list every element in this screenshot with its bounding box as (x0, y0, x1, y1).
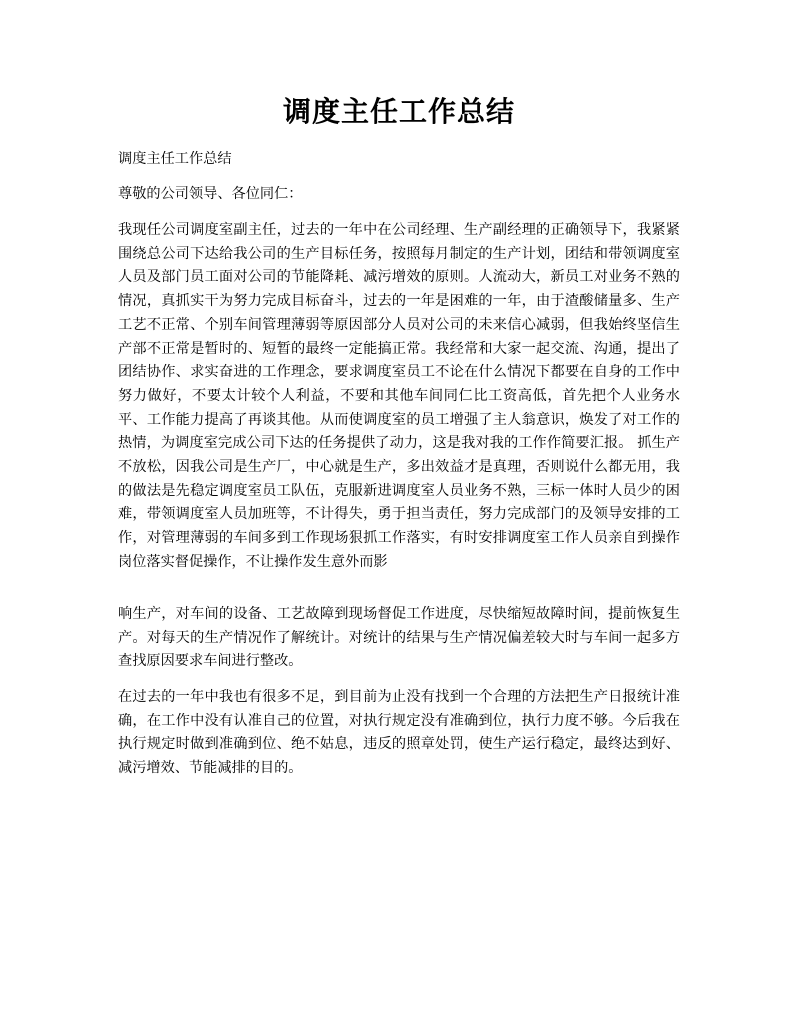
document-title: 调度主任工作总结 (282, 95, 515, 128)
body-paragraph: 在过去的一年中我也有很多不足，到目前为止没有找到一个合理的方法把生产日报统计准确，在工作中没有认准自己的位置，对执行规定没有准确到位，执行力度不够。今后我在执行规定时做到准确到位、绝不姑息，违反的照章处罚，使生产运行稳定，最终达到好、减污增效、节能减排的目的。 (118, 689, 680, 777)
body-paragraph: 响生产，对车间的设备、工艺故障到现场督促工作进度，尽快缩短故障时间，提前恢复生产。对每天的生产情况作了解统计。对统计的结果与生产情况偏差较大时与车间一起多方查找原因要求车间进行整改。 (118, 606, 680, 670)
body-paragraph: 我现任公司调度室副主任，过去的一年中在公司经理、生产副经理的正确领导下，我紧紧围绕总公司下达给我公司的生产目标任务，按照每月制定的生产计划，团结和带领调度室人员及部门员工面对公司的节能降耗、减污增效的原则。人流动大，新员工对业务不熟的情况，真抓实干为努力完成目标奋斗，过去的一年是困难的一年，由于渣酸储量多、生产工艺不正常、个别车间管理薄弱等原因部分人员对公司的未来信心减弱，但我始终坚信生产部不正常是暂时的、短暂的最终一定能搞正常。我经常和大家一起交流、沟通，提出了团结协作、求实奋进的工作理念，要求调度室员工不论在什么情况下都要在自身的工作中努力做好，不要太计较个人利益，不要和其他车间同仁比工资高低，首先把个人业务水平、工作能力提高了再谈其他。从而使调度室的员工增强了主人翁意识，焕发了对工作的热情，为调度室完成公司下达的任务提供了动力，这是我对我的工作作简要汇报。 抓生产不放松，因我公司是生产厂，中心就是生产，多出效益才是真理，否则说什么都无用，我的做法是先稳定调度室员工队伍，克服新进调度室人员业务不熟，三标一体时人员少的困难，带领调度室人员加班等，不计得失，勇于担当责任，努力完成部门的及领导安排的工作，对管理薄弱的车间多到工作现场狠抓工作落实，有时安排调度室工作人员亲自到操作岗位落实督促操作，不让操作发生意外而影 (118, 222, 680, 570)
document-subtitle: 调度主任工作总结 (118, 151, 232, 167)
greeting-paragraph: 尊敬的公司领导、各位同仁： (118, 186, 303, 202)
